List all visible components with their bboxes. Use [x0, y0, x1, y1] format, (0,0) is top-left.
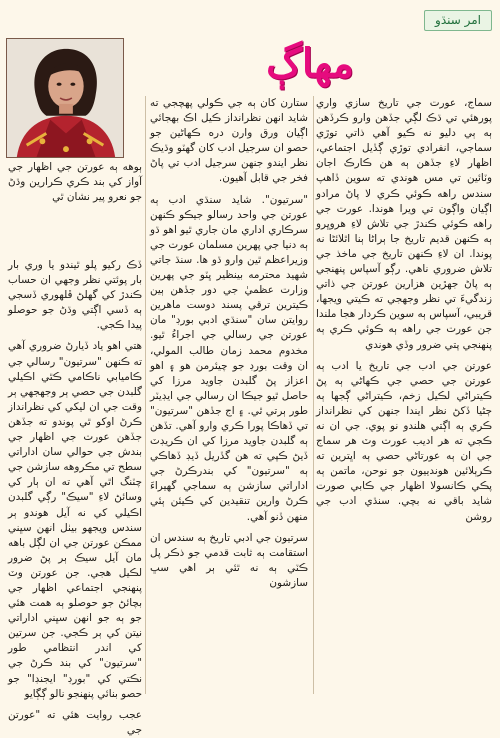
- section-tag: امر سنڌو: [424, 10, 492, 31]
- paragraph: عورتن جي ادب جي تاريخ يا ادب ٻه عورتن جي حصي جي ڪهاڻي ٻه پڻ ڪيتراڻي لڪيل زخم، ڪيتراڻي ڳجها ٻه ڄڻيا ڏکڻ نظر ايندا جنهن کي نظرانداز ڪري ٻه اڳتي هلندو نو پوي. جي ان نه ڪجي ته هر اديب عورت وٽ هر سماج جي ان ٻه عورتاڻي حصي ٻه اڀترين ته ڪرٻلائين هوندييون جو نوحن، ماتمن ٻه پڪي ڪانسولا اظهار جي ڪابي صورت شايد باقي نه بچي. سنڌي ادب جي روشن: [316, 359, 492, 523]
- paragraph: هتي اهو ياد ڏيارڻ ضروري آهي ته ڪنهن "سرتيون" رسالي جي ڪاميابي ناڪامي ڪٿي اڪيلي گلبدن جي حصي ٻر وجهجهي ٻر وقت جي ان ليکي کي نظرانداز ڪرڻ اوکو ٿي پوندو ته جڏهن جڏهن عورت جي اظهار جي بندش جي حوالي سان اداراتي سطح تي مڪروهه سازشن جي چٽنگ اٿي آهي ته ان ٻار کي وسائڻ لاءِ "سيڪ" رڳي گلبدن اڪيلي کي نه آيل هوندو ٻر سندس ويجهو بيٺل انهن سڀني ممڪن عورتن جي ان لڳل باهه مان آيل سيڪ ٻر پڻ ضرور لڪيل هجي. جن عورتن وٽ پنهنجي اجتماعي اظهار جي بچائڻ جو حوصلو ٻه همت هئي جو ٻه جو انهن سڀني اداراتي نيتن کي ٻر ڪجي. جن سرتين کي اندر انتظامي طور "سرتيون" کي بند ڪرڻ جي نڪتي کي "بورڊ" ايجنڊا" جو حصو بنائي پنهنجو نالو ڳڳايو: [8, 340, 142, 700]
- column-left-beside-photo: [8, 160, 142, 256]
- paragraph: ٻوهه ٻه عورتن جي اظهار جي آواز کي بند ڪري ڪرارين وڌڻ جو نعرو پير نشان ٿي: [8, 161, 142, 204]
- paragraph: سماج، عورت جي تاريخ سازي واري پورهئي تي ڌڪ لڳي جڏهن وارو ڪرڏهن ٻه ٻي دليو نه ڪيو آهي ذاتي توڙي سماجي، انفرادي توڙي ڳڏيل اجتماعي، اظهار لاءِ جڏهن ٻه هن ڪارڪ اجان وٽائين تي مس هوندي ته سوين ڏاهپ سندس راهه ڪوئي ڪري لا پاڻ مرادو اڳيان واڳون تي ويرا هوندا. عورت جي راهه ڪوئي ڪندڙ جي تلاش لاءِ هروڀرو ٻه ڪنهن قديم تاريخ جا ٻراڻا ٻنا اٿلائڻا نه پوندا. ان لاءِ ڪنهن تاريخ جي ماخذ جي تلاش ضروري ناهي. رڳو آسپاس پنهنجي ٻه پاڻ جهڙين هزارين عورتن جي ذاتي زندگيءَ تي نظر وجهجي ته ڪيتي ويجها، قريبي، آسپاس ٻه سوين ڪردار هجا ملندا جن عورت جي راهه ٻه ڪوئي ڪري ٻه پنهنجي پتي ضرور وڏي هوندي: [316, 97, 492, 351]
- paragraph: عجب روايت هئي ته "عورتن جي: [8, 708, 142, 736]
- paragraph: "سرتيون". شايد سنڌي ادب ٻه عورتن جي واحد رسالو جيڪو ڪنهن سرڪاري اداري مان جاري ٿيو اهو ڌو ٻه دنيا جي پهرين مسلمان عورت جي وزيراعظم ٿين وارو ڌو ها. سنڌ جاتي شهيد محترمه بينظير ڀٽو جي پهرين وزارت عظميٰ جي دور جڏهن ٻين ڪيترين ترقي پسند دوست ماهرين روايتن سان "سنڌي ادبي بورڊ" مان عورتن جي رسالي جي اجراءُ ٿيو. مخدوم محمد زمان طالب المولي، ان وقت بورڊ جو چيئرمن هو ۽ اهو اعزاز پڻ گلبدن جاويد مرزا کي حاصل ٿيو جيڪا ان رسالي جي ايڊيٽر طور ٻرتي ٿي. ۽ اج جڏهن "سرتيون" تي ڏهاڪا پورا ڪري وارو آهي. تڏهن ٻه گلبدن جاويد مرزا کي ان ڪريڊٽ ڏيڻ ڪپي ته هن گڏريل ڏيڊ ڏهاڪي ٻه "سرتيون" کي بندرڪرڻ جي اداراتي سازشن ٻه سماجي گهيراءَ ڪرڻ وارين تنقيدين کي ڪيئن ٻئي منهن ڏنو آهي.: [150, 193, 308, 523]
- title-row: [130, 36, 490, 90]
- column-middle: [150, 96, 308, 694]
- column-right: [316, 96, 492, 694]
- paragraph: ڏڪ رکيو پلو ٿيندو يا وري بار بار پوئتي نظر وجهي ان حساب ڪندڙ کي گهلڻ ڦلهوري ڏسجي ٻه ڏسي اڳتي وڌڻ جو حوصلو پيدا ڪجي.: [8, 259, 142, 332]
- article-title: مهاڳ: [266, 39, 354, 87]
- column-divider: [313, 96, 314, 694]
- author-photo: [6, 38, 124, 158]
- column-left: [8, 258, 142, 736]
- paragraph: سرتيون جي ادبي تاريخ ٻه سندس ان استقامت ٻه ثابت قدمي جو ذڪر پل ڪٽي ٻه نه ٿئي ٻر اهي سڀ سازشون: [150, 531, 308, 589]
- column-divider: [145, 96, 146, 694]
- portrait-image: [7, 39, 123, 157]
- paragraph: ستارن کان ٻه جي ڪولي پهچجي ته شايد انهن نظرانداز ڪيل اڪ بهجائي اڳيان ورق وارن دره ڪهاڻين جو حصو ان سرجيل ادب کان گهٽو وڌيڪ نظر ايندو جنهن سرجيل ادب تي پاڻ فخر جي قابل آهيون.: [150, 97, 308, 185]
